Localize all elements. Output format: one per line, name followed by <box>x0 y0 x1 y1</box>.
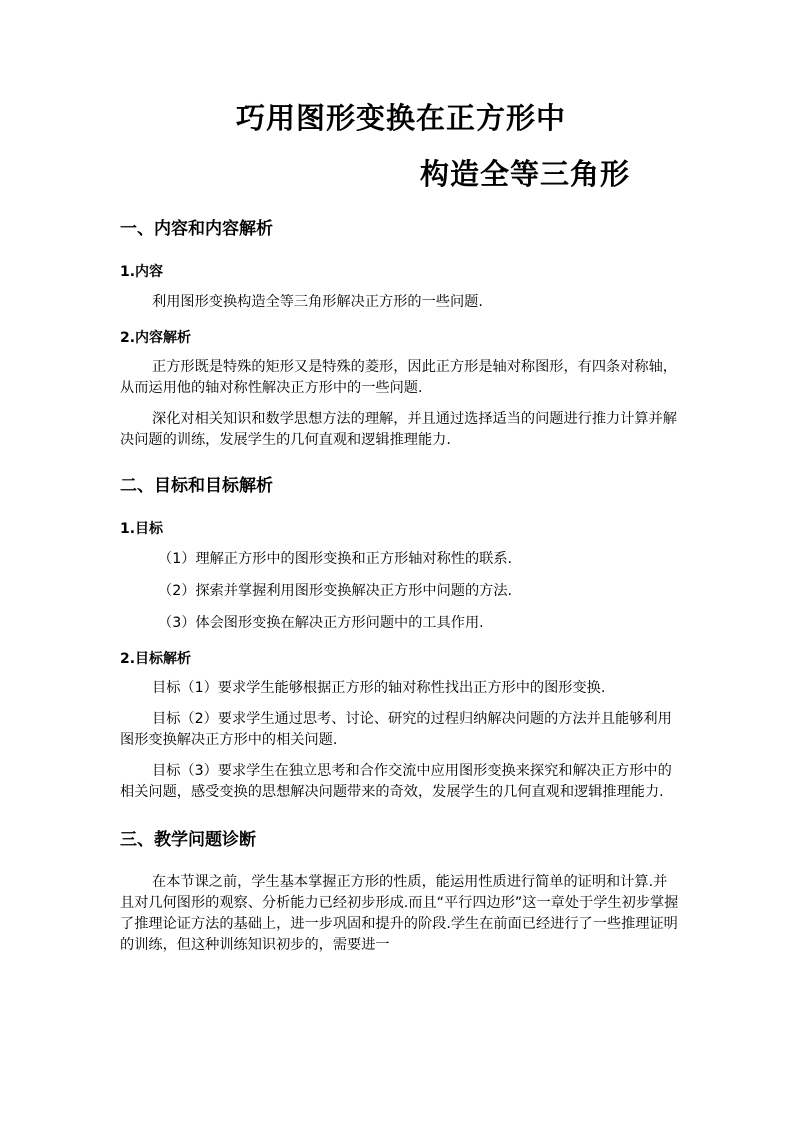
section-2-heading: 二、目标和目标解析 <box>120 476 273 496</box>
section-1-analysis-paragraph-1: 正方形既是特殊的矩形又是特殊的菱形，因此正方形是轴对称图形，有四条对称轴，从而运用他的轴对称性解决正方形中的一些问题. <box>120 359 677 396</box>
section-2-sub-1-heading: 1.目标 <box>120 521 164 537</box>
section-3-heading: 三、教学问题诊断 <box>120 830 256 850</box>
goal-item-2: （2）探索并掌握利用图形变换解决正方形中问题的方法. <box>158 583 513 599</box>
goal-item-1: （1）理解正方形中的图形变换和正方形轴对称性的联系. <box>158 551 513 567</box>
section-1-analysis-paragraph-2: 深化对相关知识和数学思想方法的理解，并且通过选择适当的问题进行推力计算并解决问题的训练，发展学生的几何直观和逻辑推理能力. <box>120 411 677 448</box>
section-1-heading: 一、内容和内容解析 <box>120 219 273 239</box>
goal-analysis-paragraph-3: 目标（3）要求学生在独立思考和合作交流中应用图形变换来探究和解决正方形中的相关问题，感受变换的思想解决问题带来的奇效，发展学生的几何直观和逻辑推理能力. <box>120 763 672 800</box>
section-2-sub-2-heading: 2.目标解析 <box>120 651 192 667</box>
document-title-line-2: 构造全等三角形 <box>420 157 631 191</box>
document-body <box>120 214 680 956</box>
document-title-line-1: 巧用图形变换在正方形中 <box>236 101 567 135</box>
goal-analysis-paragraph-1: 目标（1）要求学生能够根据正方形的轴对称性找出正方形中的图形变换. <box>152 680 606 696</box>
section-3-paragraph: 在本节课之前，学生基本掌握正方形的性质，能运用性质进行简单的证明和计算.并且对几何图形的观察、分析能力已经初步形成.而且“平行四边形”这一章处于学生初步掌握了推理论证方法的基础上，进一步巩固和提升的阶段.学生在前面已经进行了一些推理证明的训练，但这种训练知识初步的，需要进一 <box>120 874 679 953</box>
section-1-sub-2-heading: 2.内容解析 <box>120 330 192 346</box>
goal-analysis-paragraph-2: 目标（2）要求学生通过思考、讨论、研究的过程归纳解决问题的方法并且能够利用图形变换解决正方形中的相关问题. <box>120 711 672 748</box>
goal-item-3: （3）体会图形变换在解决正方形问题中的工具作用. <box>158 615 484 631</box>
section-1-sub-1-heading: 1.内容 <box>120 264 164 280</box>
section-1-content-paragraph: 利用图形变换构造全等三角形解决正方形的一些问题. <box>152 294 483 310</box>
